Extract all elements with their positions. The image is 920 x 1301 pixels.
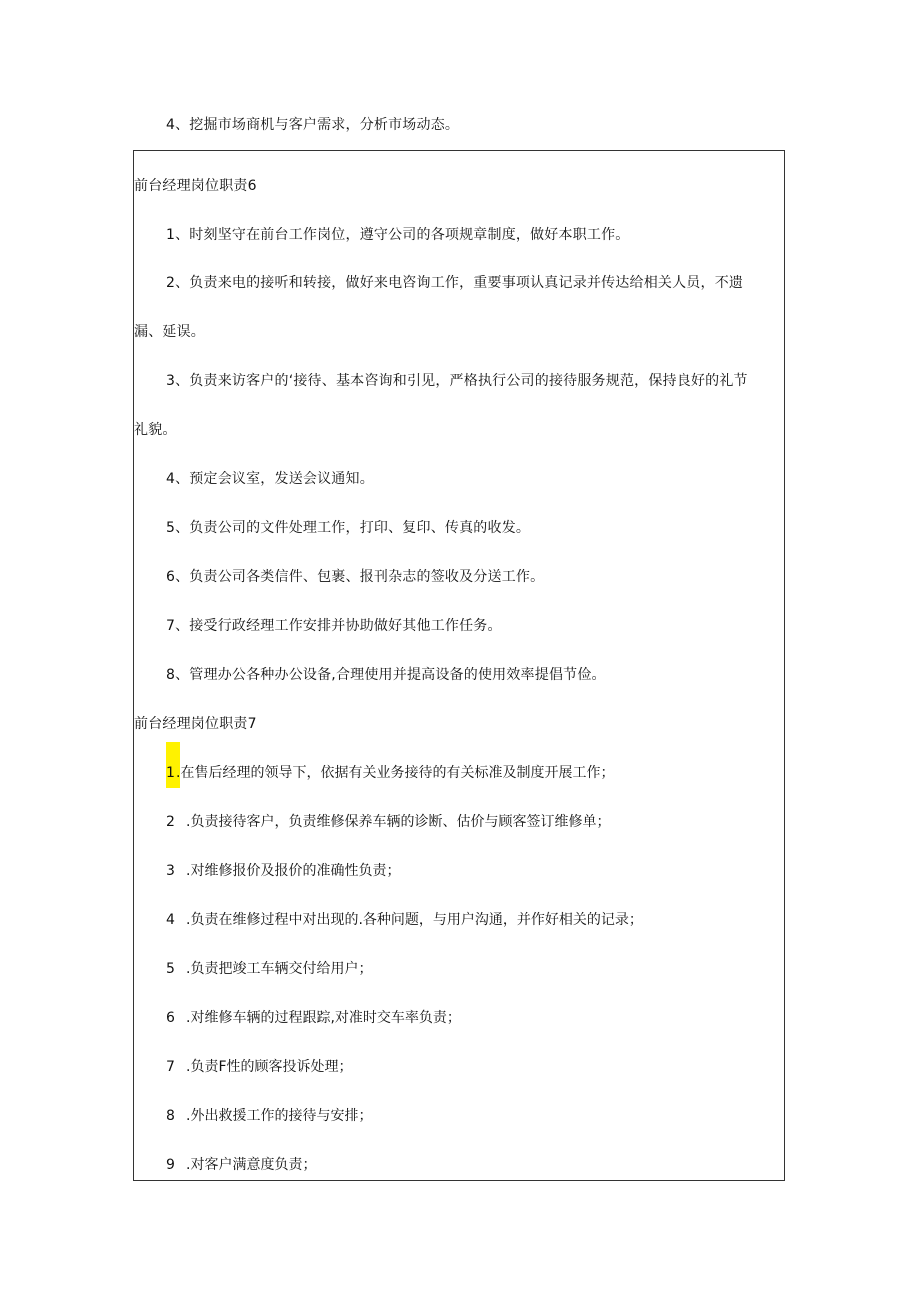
section7-item-1-num: 1 <box>166 765 175 781</box>
section6-item-1: 1、时刻坚守在前台工作岗位，遵守公司的各项规章制度，做好本职工作。 <box>166 227 630 243</box>
section7-item-8-text: .外出救援工作的接待与安排； <box>186 1108 373 1124</box>
section6-item-6: 6、负责公司各类信件、包裹、报刊杂志的签收及分送工作。 <box>166 569 545 585</box>
section7-item-4-text: .负责在维修过程中对出现的.各种问题，与用户沟通，并作好相关的记录； <box>186 912 643 928</box>
section6-item-5: 5、负责公司的文件处理工作，打印、复印、传真的收发。 <box>166 520 531 536</box>
section6-item-8: 8、管理办公各种办公设备,合理使用并提高设备的使用效率提倡节俭。 <box>166 667 606 683</box>
section7-item-3-num: 3 <box>166 863 175 879</box>
section6-item-3-cont: 礼貌。 <box>134 422 177 438</box>
section7-item-9-num: 9 <box>166 1157 175 1173</box>
section7-item-8-num: 8 <box>166 1108 175 1124</box>
section7-item-2-text: .负责接待客户，负责维修保养车辆的诊断、估价与顾客签订维修单； <box>186 814 611 830</box>
section7-item-3-text: .对维修报价及报价的准确性负责； <box>186 863 401 879</box>
section7-item-6-num: 6 <box>166 1010 175 1026</box>
section7-title: 前台经理岗位职责7 <box>134 716 257 732</box>
section6-item-7: 7、接受行政经理工作安排并协助做好其他工作任务。 <box>166 618 502 634</box>
section7-item-5-num: 5 <box>166 961 175 977</box>
section6-item-2: 2、负责来电的接听和转接，做好来电咨询工作，重要事项认真记录并传达给相关人员，不遗 <box>166 275 744 291</box>
section6-title: 前台经理岗位职责6 <box>134 178 257 194</box>
section6-item-2-cont: 漏、延误。 <box>134 324 205 340</box>
section7-item-4-num: 4 <box>166 912 175 928</box>
section6-item-3: 3、负责来访客户的‘接待、基本咨询和引见，严格执行公司的接待服务规范，保持良好的礼节 <box>166 373 748 389</box>
section7-item-5-text: .负责把竣工车辆交付给用户； <box>186 961 373 977</box>
section6-item-4: 4、预定会议室，发送会议通知。 <box>166 471 374 487</box>
section7-item-2-num: 2 <box>166 814 175 830</box>
section7-item-6-text: .对维修车辆的过程跟踪,对准时交车率负责； <box>186 1010 461 1026</box>
intro-item: 4、挖掘市场商机与客户需求，分析市场动态。 <box>166 117 460 133</box>
section7-item-9-text: .对客户满意度负责； <box>186 1157 317 1173</box>
section7-item-1-text: .在售后经理的领导下，依据有关业务接待的有关标准及制度开展工作； <box>176 765 615 781</box>
section7-item-7-num: 7 <box>166 1059 175 1075</box>
section7-item-7-text: .负责F性的顾客投诉处理； <box>186 1059 353 1075</box>
